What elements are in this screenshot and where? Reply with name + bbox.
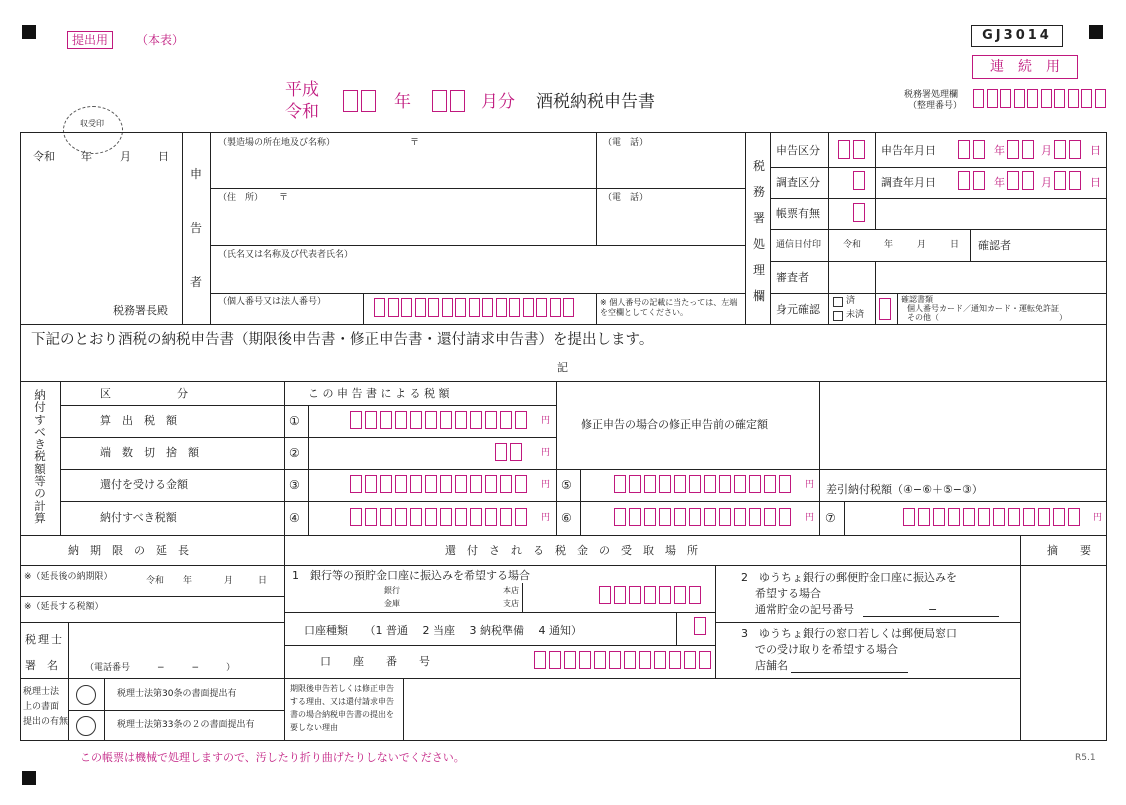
- filing-type-label: 申告区分: [776, 144, 820, 157]
- side-char: 等: [34, 474, 46, 489]
- comm-date-label: 通信日付印: [776, 240, 822, 250]
- diff-label: 差引納付税額（④−⑥＋⑤−③）: [826, 483, 983, 496]
- phone-label-2: （電 話）: [603, 193, 649, 203]
- continuation-label: 連 続 用: [972, 55, 1078, 79]
- yen-3: 円: [541, 480, 551, 490]
- yen-1: 円: [541, 416, 551, 426]
- applicant-char-1: 申: [190, 167, 203, 181]
- office-vert-5: 理: [753, 263, 766, 277]
- side-char: 算: [34, 510, 46, 525]
- version-label: R5.1: [1075, 753, 1096, 763]
- office-vert-1: 税: [753, 159, 766, 173]
- extended-day: 日: [258, 576, 268, 586]
- divider: [20, 596, 284, 597]
- kinko-label: 金庫: [384, 599, 400, 608]
- divider: [770, 198, 1107, 199]
- diff-amount-boxes[interactable]: [903, 508, 1083, 526]
- divider: [60, 501, 1107, 502]
- statement-text: 下記のとおり酒税の納税申告書（期限後申告書・修正申告書・還付請求申告書）を提出します。: [31, 332, 654, 348]
- not-done-checkbox[interactable]: [833, 311, 843, 321]
- law30-label: 税理士法第30条の書面提出有: [117, 689, 237, 699]
- amount6-boxes[interactable]: [614, 508, 794, 526]
- divider: [596, 132, 597, 245]
- survey-type-label: 調査区分: [776, 176, 820, 189]
- divider: [875, 132, 876, 229]
- account-number-boxes[interactable]: [534, 651, 714, 669]
- divider: [556, 381, 557, 535]
- filing-month-boxes[interactable]: [1007, 140, 1037, 159]
- amount5-boxes[interactable]: [614, 475, 794, 493]
- yen-7: 円: [1093, 513, 1103, 523]
- extended-month: 月: [224, 576, 234, 586]
- reason-line-1: 期限後申告若しくは修正申告: [290, 684, 394, 693]
- side-char: べ: [34, 424, 46, 439]
- ledger-box[interactable]: [853, 203, 868, 222]
- divider: [20, 678, 1020, 679]
- refund-amount-boxes[interactable]: [350, 475, 530, 493]
- comm-day: 日: [950, 240, 960, 250]
- office-vert-3: 署: [753, 211, 766, 225]
- survey-day-unit: 日: [1090, 176, 1101, 189]
- survey-year-boxes[interactable]: [958, 171, 988, 190]
- comm-month: 月: [917, 240, 927, 250]
- applicant-char-3: 者: [190, 275, 203, 289]
- survey-month-boxes[interactable]: [1007, 171, 1037, 190]
- row-label-3: 還付を受ける金額: [100, 478, 188, 491]
- filing-type-boxes[interactable]: [838, 140, 868, 159]
- id-number-boxes[interactable]: [374, 298, 577, 317]
- divider: [863, 616, 999, 617]
- survey-month-unit: 月: [1041, 176, 1052, 189]
- extended-tax-label: ※（延長する税額）: [24, 602, 104, 612]
- month-boxes[interactable]: [432, 90, 467, 112]
- divider: [403, 678, 404, 741]
- divider: [715, 622, 1020, 623]
- tax-side-label: [33, 389, 47, 524]
- office-field-sublabel: （整理番号）: [908, 101, 963, 111]
- corner-mark-bottom-left: [22, 771, 36, 785]
- statement-ki: 記: [557, 361, 568, 374]
- identity-check-label: 身元確認: [776, 303, 820, 316]
- shiten-label: 支店: [503, 599, 519, 608]
- reason-line-3: 書の場合納税申告書の提出を: [290, 710, 394, 719]
- divider: [68, 622, 69, 741]
- office-vert-6: 欄: [753, 289, 766, 303]
- bank-label: 銀行: [384, 586, 400, 595]
- date-year: 年: [81, 150, 92, 163]
- divider: [60, 437, 556, 438]
- identity-doc-box[interactable]: [879, 298, 894, 320]
- phone-label: （電 話）: [603, 138, 649, 148]
- era-reiwa: 令和: [285, 102, 319, 122]
- divider: [20, 565, 1107, 566]
- extended-due-label: ※（延長後の納期限）: [24, 572, 113, 582]
- reviewer-label: 審査者: [776, 271, 809, 284]
- yucho-3-line2: での受け取りを希望する場合: [755, 643, 898, 656]
- reason-line-2: する理由、又は還付請求申告: [290, 697, 394, 706]
- side-char: 額: [34, 461, 46, 476]
- survey-year-unit: 年: [994, 176, 1005, 189]
- filing-date-label: 申告年月日: [881, 144, 936, 157]
- divider: [676, 612, 677, 645]
- yen-2: 円: [541, 448, 551, 458]
- yucho-3-line3: 店舗名: [755, 659, 788, 672]
- rounding-boxes[interactable]: [495, 443, 525, 461]
- yen-4: 円: [541, 513, 551, 523]
- divider: [210, 132, 211, 324]
- year-boxes[interactable]: [343, 90, 378, 112]
- addressee: 税務署長殿: [113, 304, 168, 317]
- row-label-2: 端 数 切 捨 額: [100, 446, 199, 459]
- extended-reiwa: 令和: [146, 576, 165, 586]
- divider: [210, 245, 745, 246]
- yen-5: 円: [805, 480, 815, 490]
- yen-6: 円: [805, 513, 815, 523]
- doc-items: 個人番号カード／通知カード・運転免許証: [907, 304, 1059, 313]
- submission-label: 提出用: [67, 31, 113, 49]
- law30-circle[interactable]: [76, 685, 96, 705]
- divider: [770, 167, 1107, 168]
- divider: [897, 293, 898, 324]
- account-number-label: 口 座 番 号: [320, 655, 430, 668]
- divider: [284, 612, 715, 613]
- divider: [20, 381, 1107, 382]
- filing-day-unit: 日: [1090, 144, 1101, 157]
- divider: [284, 645, 715, 646]
- divider: [20, 535, 1107, 536]
- divider: [745, 132, 746, 324]
- side-char: 付: [34, 400, 46, 415]
- divider: [522, 583, 523, 612]
- receipt-stamp-label: 収受印: [80, 119, 104, 128]
- comm-reiwa: 令和: [843, 240, 862, 250]
- law33-circle[interactable]: [76, 716, 96, 736]
- law-label-3: 提出の有無: [23, 717, 69, 727]
- office-serial-boxes[interactable]: [973, 89, 1108, 108]
- name-label: （氏名又は名称及び代表者氏名）: [218, 250, 354, 260]
- office-vert-2: 務: [753, 185, 766, 199]
- yucho-2-line2: 希望する場合: [755, 587, 821, 600]
- yucho-dash: −: [928, 603, 938, 616]
- extended-year: 年: [183, 576, 193, 586]
- office-vert-4: 処: [753, 237, 766, 251]
- applicant-char-2: 告: [190, 221, 203, 235]
- divider: [20, 622, 284, 623]
- side-char: 税: [34, 449, 46, 464]
- calc-tax-boxes[interactable]: [350, 411, 530, 429]
- honten-label: 本店: [503, 586, 519, 595]
- col-amount: こ の 申 告 書 に よ る 税 額: [308, 387, 450, 400]
- divider: [596, 293, 597, 324]
- side-char: き: [34, 437, 46, 452]
- date-day: 日: [158, 150, 169, 163]
- yucho-2-line3: 通常貯金の記号番号: [755, 603, 854, 616]
- yucho-2-line1: 2 ゆうちょ銀行の郵便貯金口座に振込みを: [741, 571, 957, 584]
- account-type-box[interactable]: [694, 617, 709, 635]
- office-field-label: 税務署処理欄: [904, 90, 959, 100]
- divider: [844, 501, 845, 535]
- date-month: 月: [120, 150, 131, 163]
- row-num-2: ②: [289, 446, 300, 460]
- divider: [182, 132, 183, 324]
- row-num-3: ③: [289, 478, 300, 492]
- doc-other: その他（ ）: [907, 313, 1067, 322]
- era-heisei: 平成: [285, 80, 319, 100]
- remarks-label: 摘 要: [1047, 544, 1091, 557]
- account-type: 口座種類 （1 普通 2 当座 3 納税準備 4 通知）: [304, 624, 582, 637]
- divider: [60, 469, 1107, 470]
- divider: [819, 381, 820, 535]
- doc-title: 確認書類: [901, 295, 933, 304]
- yucho-3-line1: 3 ゆうちょ銀行の窓口若しくは郵便局窓口: [741, 627, 957, 640]
- tax-accountant-sign: 署 名: [25, 659, 58, 672]
- confirmer-label: 確認者: [978, 239, 1011, 252]
- divider: [284, 535, 285, 678]
- law33-label: 税理士法第33条の２の書面提出有: [117, 720, 255, 730]
- divider: [210, 293, 745, 294]
- reason-line-4: 要しない理由: [290, 723, 338, 732]
- divider: [60, 405, 556, 406]
- filing-day-boxes[interactable]: [1054, 140, 1084, 159]
- amendment-label: 修正申告の場合の修正申告前の確定額: [581, 418, 768, 431]
- done-checkbox[interactable]: [833, 297, 843, 307]
- done-label: 済: [846, 296, 856, 306]
- tax-accountant-label: 税理士: [25, 633, 64, 646]
- divider: [828, 132, 829, 324]
- refund-place-title: 還 付 さ れ る 税 金 の 受 取 場 所: [445, 544, 698, 557]
- bank-code-boxes[interactable]: [599, 586, 704, 604]
- postal-mark-2: 〒: [279, 193, 289, 203]
- divider: [68, 710, 284, 711]
- date-reiwa: 令和: [33, 150, 55, 163]
- footer-notice: この帳票は機械で処理しますので、汚したり折り曲げたりしないでください。: [80, 751, 465, 764]
- divider: [875, 261, 876, 324]
- form-code: GJ3014: [971, 25, 1063, 47]
- row-num-5: ⑤: [561, 478, 572, 492]
- not-done-label: 未済: [846, 310, 865, 320]
- id-number-label: （個人番号又は法人番号）: [218, 297, 327, 307]
- corner-mark-top-left: [22, 25, 36, 39]
- comm-year: 年: [884, 240, 894, 250]
- divider: [791, 672, 908, 673]
- divider: [770, 293, 1107, 294]
- filing-year-unit: 年: [994, 144, 1005, 157]
- row-num-4: ④: [289, 511, 300, 525]
- accountant-phone: （電話番号 − − ）: [85, 663, 236, 673]
- main-table-label: （本表）: [136, 33, 185, 47]
- postal-mark: 〒: [410, 138, 420, 148]
- filing-year-boxes[interactable]: [958, 140, 988, 159]
- divider: [308, 405, 309, 535]
- form-title: 酒税納税申告書: [536, 92, 655, 112]
- divider: [284, 678, 285, 741]
- divider: [580, 469, 581, 535]
- col-category: 区 分: [100, 387, 188, 400]
- survey-date-label: 調査年月日: [881, 176, 936, 189]
- filing-month-unit: 月: [1041, 144, 1052, 157]
- side-char: す: [34, 412, 46, 427]
- side-char: 計: [34, 498, 46, 513]
- ledger-label: 帳票有無: [776, 207, 820, 220]
- row-num-7: ⑦: [825, 511, 836, 525]
- side-char: 納: [34, 388, 46, 402]
- year-label: 年: [394, 92, 411, 112]
- factory-label: （製造場の所在地及び名称）: [218, 138, 336, 148]
- divider: [770, 229, 1107, 230]
- bank-option: 1 銀行等の預貯金口座に振込みを希望する場合: [292, 569, 530, 582]
- corner-mark-top-right: [1089, 25, 1103, 39]
- row-label-1: 算 出 税 額: [100, 414, 177, 427]
- divider: [770, 132, 771, 324]
- divider: [970, 229, 971, 261]
- row-num-1: ①: [289, 414, 300, 428]
- divider: [104, 678, 105, 741]
- month-label: 月分: [481, 92, 515, 112]
- law-label-2: 上の書面: [23, 702, 60, 712]
- survey-day-boxes[interactable]: [1054, 171, 1084, 190]
- id-note: ※ 個人番号の記載に当たっては、左端を空欄としてください。: [600, 298, 738, 318]
- divider: [363, 293, 364, 324]
- divider: [20, 324, 1107, 325]
- side-char: の: [34, 486, 46, 501]
- address-label: （住 所）: [218, 193, 264, 203]
- law-label-1: 税理士法: [23, 687, 60, 697]
- row-label-4: 納付すべき税額: [100, 511, 177, 524]
- survey-type-box[interactable]: [853, 171, 868, 190]
- divider: [770, 261, 1107, 262]
- row-num-6: ⑥: [561, 511, 572, 525]
- extension-title: 納 期 限 の 延 長: [68, 544, 189, 557]
- divider: [1020, 535, 1021, 741]
- divider: [210, 188, 745, 189]
- payable-tax-boxes[interactable]: [350, 508, 530, 526]
